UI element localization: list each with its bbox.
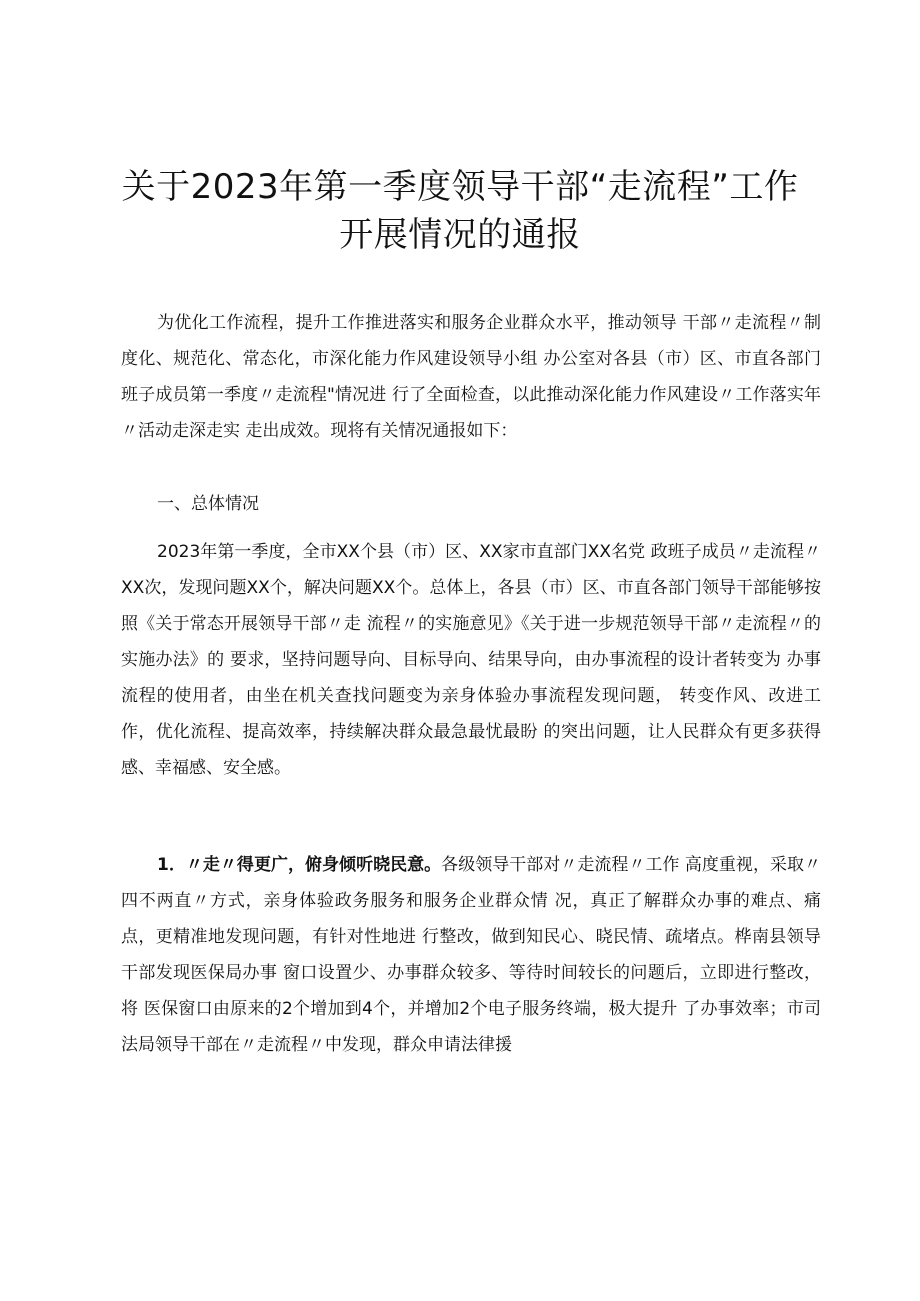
section-heading-overall: 一、总体情况	[157, 494, 259, 514]
intro-paragraph: 为优化工作流程，提升工作推进落实和服务企业群众水平，推动领导 干部〃走流程〃制度化、规范化、常态化，市深化能力作风建设领导小组 办公室对各县（市）区、市直各部门班子成员第一季度〃走流程"情况进 行了全面检查，以此推动深化能力作风建设〃工作落实年〃活动走深走实 走出成效。现将有关情况通报如下：	[121, 313, 821, 441]
item-1-lead: 1．〃走〃得更广，俯身倾听晓民意。	[157, 855, 442, 875]
item-1-paragraph	[121, 847, 821, 1063]
document-title-line1: 关于2023年第一季度领导干部“走流程”工作	[121, 167, 799, 207]
document-title-line2: 开展情况的通报	[339, 215, 581, 255]
item-1-text: 各级领导干部对〃走流程〃工作 高度重视，采取〃四不两直〃方式，亲身体验政务服务和服务企业群众情 况，真正了解群众办事的难点、痛点，更精准地发现问题，有针对性地进 行整改，做到知民心、晓民情、疏堵点。桦南县领导干部发现医保局办事 窗口设置少、办事群众较多、等待时间较长的问题后，立即进行整改，将 医保窗口由原来的2个增加到4个，并增加2个电子服务终端，极大提升 了办事效率；市司法局领导干部在〃走流程〃中发现，群众申请法律援	[121, 855, 822, 1055]
overall-paragraph: 2023年第一季度，全市XX个县（市）区、XX家市直部门XX名党 政班子成员〃走流程〃 XX次，发现问题XX个，解决问题XX个。总体上，各县（市）区、市直各部门领导干部能够按照《关于常态开展领导干部〃走 流程〃的实施意见》《关于进一步规范领导干部〃走流程〃的实施办法》的 要求，坚持问题导向、目标导向、结果导向，由办事流程的设计者转变为 办事流程的使用者，由坐在机关查找问题变为亲身体验办事流程发现问题， 转变作风、改进工作，优化流程、提高效率，持续解决群众最急最忧最盼 的突出问题，让人民群众有更多获得感、幸福感、安全感。	[121, 542, 821, 778]
